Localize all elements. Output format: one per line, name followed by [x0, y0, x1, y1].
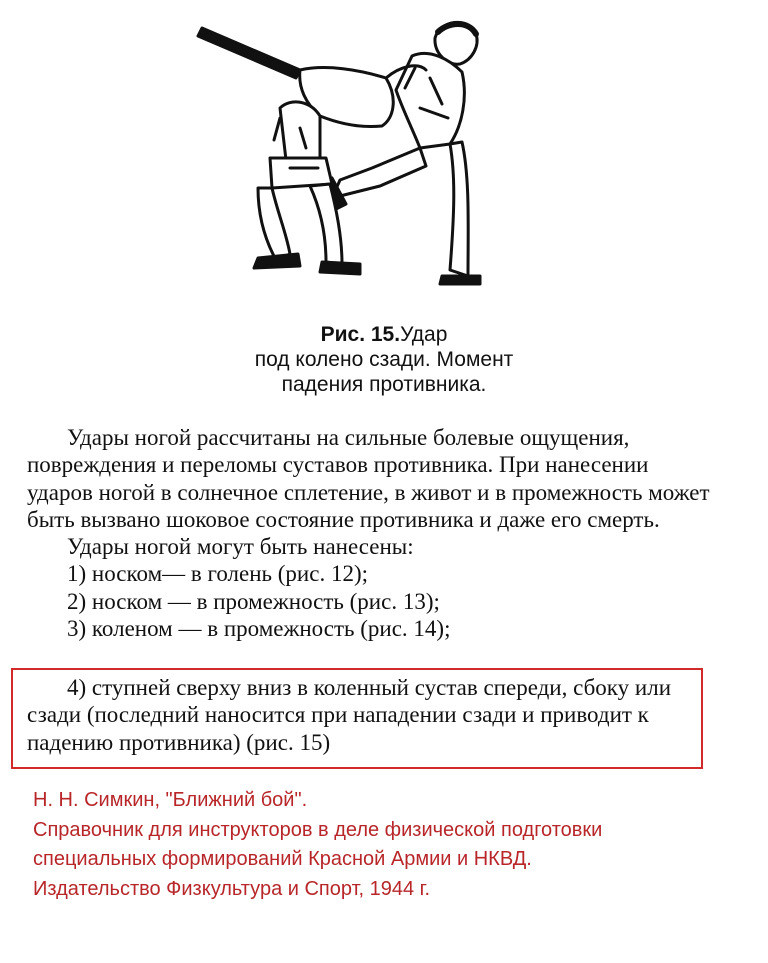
caption-line-3: падения противника. — [281, 373, 487, 396]
caption-line-1-rest: Удар — [400, 323, 448, 346]
source-citation — [33, 786, 753, 904]
fighter-knee-strike-icon — [150, 8, 530, 308]
highlighted-item-container — [27, 674, 717, 756]
source-line-1: Н. Н. Симкин, "Ближний бой". — [33, 789, 308, 811]
source-line-3: специальных формирований Красной Армии и НКВД. — [33, 848, 532, 870]
knee-strike-illustration — [150, 8, 530, 308]
paragraph-2: Удары ногой могут быть нанесены: — [67, 534, 414, 560]
source-line-4: Издательство Физкультура и Спорт, 1944 г. — [33, 877, 431, 900]
body-text — [27, 424, 717, 642]
source-line-2: Справочник для инструкторов в деле физической подготовки — [33, 818, 603, 841]
list-item-2: 2) носком — в промежность (рис. 13); — [67, 588, 440, 614]
list-item-1: 1) носком— в голень (рис. 12); — [67, 561, 368, 587]
paragraph-1: Удары ногой рассчитаны на сильные болевые ощущения, повреждения и переломы суставов противника. При нанесении ударов ногой в солнечное сплетение, в живот и в промежность может быть вызвано шоковое состояние противника и даже его смерть. — [27, 425, 710, 532]
caption-line-1 — [0, 322, 768, 347]
caption-label: Рис. 15. — [320, 323, 401, 346]
figure-caption — [0, 322, 768, 397]
list-item-3: 3) коленом — в промежность (рис. 14); — [67, 616, 451, 642]
highlighted-list-item-4: 4) ступней сверху вниз в коленный сустав спереди, сбоку или сзади (последний наносится при нападении сзади и приводит к падению противника) (рис. 15) — [27, 675, 671, 755]
caption-line-2: под колено сзади. Момент — [254, 348, 514, 371]
